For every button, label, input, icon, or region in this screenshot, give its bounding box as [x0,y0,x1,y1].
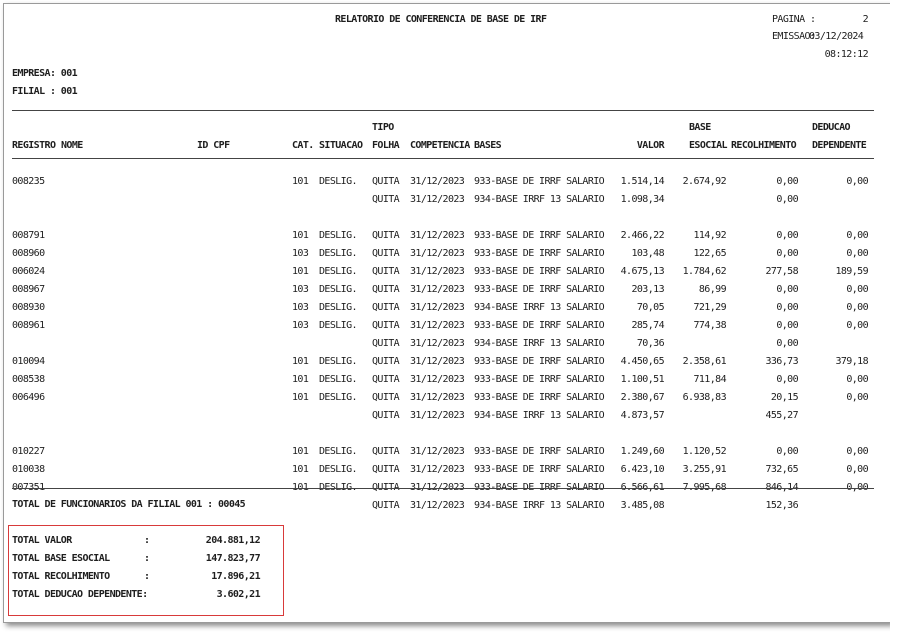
cell-cat: 101 [292,464,309,475]
cell-situacao: DESLIG. [319,176,357,187]
cell-tipo: QUITA [372,356,400,367]
total-label: TOTAL RECOLHIMENTO [12,571,110,582]
cell-recolhimento: 0,00 [776,284,798,295]
cell-competencia: 31/12/2023 [410,230,465,241]
cell-bases: 933-BASE DE IRRF SALARIO [474,266,605,277]
cell-competencia: 31/12/2023 [410,176,465,187]
cell-deducao: 0,00 [846,230,868,241]
cell-situacao: DESLIG. [319,356,357,367]
cell-bases: 934-BASE IRRF 13 SALARIO [474,500,605,511]
cell-deducao: 0,00 [846,176,868,187]
cell-valor: 70,05 [636,302,664,313]
cell-registro: 008791 [12,230,45,241]
cell-tipo: QUITA [372,500,400,511]
col-tipo: TIPO [372,122,394,133]
cell-tipo: QUITA [372,464,400,475]
cell-cat: 101 [292,176,309,187]
cell-situacao: DESLIG. [319,446,357,457]
cell-valor: 203,13 [631,284,664,295]
col-nome: NOME [61,140,83,151]
cell-valor: 2.380,67 [620,392,664,403]
total-label: TOTAL DEDUCAO DEPENDENTE: [12,589,148,600]
cell-tipo: QUITA [372,374,400,385]
cell-competencia: 31/12/2023 [410,410,465,421]
cell-valor: 2.466,22 [620,230,664,241]
cell-tipo: QUITA [372,248,400,259]
cell-registro: 007351 [12,482,45,493]
cell-base-esocial: 114,92 [693,230,726,241]
cell-situacao: DESLIG. [319,464,357,475]
header-bottom-rule [12,158,874,159]
cell-tipo: QUITA [372,284,400,295]
total-separator: : [144,535,150,546]
cell-competencia: 31/12/2023 [410,248,465,259]
cell-situacao: DESLIG. [319,482,357,493]
cell-tipo: QUITA [372,320,400,331]
cell-bases: 933-BASE DE IRRF SALARIO [474,374,605,385]
cell-base-esocial: 1.784,62 [682,266,726,277]
cell-base-esocial: 721,29 [693,302,726,313]
cell-bases: 934-BASE IRRF 13 SALARIO [474,302,605,313]
cell-recolhimento: 336,73 [765,356,798,367]
cell-competencia: 31/12/2023 [410,302,465,313]
cell-bases: 933-BASE DE IRRF SALARIO [474,176,605,187]
cell-cat: 103 [292,284,309,295]
report-title: RELATORIO DE CONFERENCIA DE BASE DE IRF [335,14,547,25]
cell-situacao: DESLIG. [319,302,357,313]
cell-deducao: 0,00 [846,248,868,259]
col-valor: VALOR [636,140,664,151]
cell-bases: 933-BASE DE IRRF SALARIO [474,446,605,457]
cell-competencia: 31/12/2023 [410,464,465,475]
cell-deducao: 0,00 [846,482,868,493]
cell-base-esocial: 86,99 [698,284,726,295]
cell-competencia: 31/12/2023 [410,266,465,277]
col-competencia: COMPETENCIA [410,140,470,151]
cell-competencia: 31/12/2023 [410,374,465,385]
cell-cat: 103 [292,248,309,259]
cell-bases: 934-BASE IRRF 13 SALARIO [474,194,605,205]
cell-recolhimento: 20,15 [770,392,798,403]
col-folha: FOLHA [372,140,400,151]
emission-date: 03/12/2024 [809,31,864,42]
cell-deducao: 0,00 [846,392,868,403]
cell-tipo: QUITA [372,482,400,493]
cell-cat: 103 [292,302,309,313]
cell-cat: 101 [292,392,309,403]
cell-bases: 933-BASE DE IRRF SALARIO [474,230,605,241]
filial-label: FILIAL : 001 [12,86,78,97]
cell-competencia: 31/12/2023 [410,482,465,493]
total-separator: : [144,571,150,582]
header-top-rule [12,110,874,111]
cell-tipo: QUITA [372,266,400,277]
cell-base-esocial: 2.674,92 [682,176,726,187]
cell-situacao: DESLIG. [319,266,357,277]
cell-deducao: 0,00 [846,320,868,331]
emission-time: 08:12:12 [824,49,868,60]
cell-bases: 933-BASE DE IRRF SALARIO [474,284,605,295]
cell-bases: 933-BASE DE IRRF SALARIO [474,464,605,475]
cell-tipo: QUITA [372,446,400,457]
cell-situacao: DESLIG. [319,230,357,241]
cell-recolhimento: 0,00 [776,338,798,349]
cell-registro: 010094 [12,356,45,367]
cell-deducao: 379,18 [835,356,868,367]
emission-label: EMISSAO: [772,31,816,42]
cell-cat: 101 [292,374,309,385]
cell-recolhimento: 0,00 [776,446,798,457]
col-recolhimento: RECOLHIMENTO [731,140,797,151]
cell-valor: 103,48 [631,248,664,259]
cell-recolhimento: 0,00 [776,176,798,187]
cell-situacao: DESLIG. [319,374,357,385]
total-label: TOTAL BASE ESOCIAL [12,553,110,564]
cell-valor: 285,74 [631,320,664,331]
col-bases: BASES [474,140,502,151]
total-value: 3.602,21 [216,589,260,600]
body-bottom-rule [12,488,874,489]
cell-recolhimento: 152,36 [765,500,798,511]
cell-bases: 933-BASE DE IRRF SALARIO [474,248,605,259]
cell-recolhimento: 0,00 [776,302,798,313]
col-id-cpf: ID CPF [197,140,230,151]
cell-valor: 4.873,57 [620,410,664,421]
cell-recolhimento: 0,00 [776,374,798,385]
cell-base-esocial: 7.995,68 [682,482,726,493]
cell-competencia: 31/12/2023 [410,446,465,457]
col-situacao: SITUACAO [319,140,363,151]
cell-deducao: 0,00 [846,464,868,475]
cell-recolhimento: 455,27 [765,410,798,421]
cell-bases: 934-BASE IRRF 13 SALARIO [474,410,605,421]
cell-recolhimento: 0,00 [776,194,798,205]
cell-tipo: QUITA [372,176,400,187]
cell-competencia: 31/12/2023 [410,338,465,349]
col-cat: CAT. [292,140,314,151]
col-esocial: ESOCIAL [689,140,727,151]
cell-competencia: 31/12/2023 [410,500,465,511]
cell-cat: 101 [292,356,309,367]
cell-situacao: DESLIG. [319,392,357,403]
col-registro: REGISTRO [12,140,56,151]
cell-tipo: QUITA [372,230,400,241]
cell-cat: 101 [292,446,309,457]
cell-cat: 101 [292,482,309,493]
cell-recolhimento: 0,00 [776,248,798,259]
cell-registro: 010227 [12,446,45,457]
col-dependente: DEPENDENTE [812,140,867,151]
cell-base-esocial: 774,38 [693,320,726,331]
cell-deducao: 0,00 [846,374,868,385]
cell-valor: 70,36 [636,338,664,349]
cell-valor: 1.098,34 [620,194,664,205]
col-deducao-top: DEDUCAO [812,122,850,133]
total-separator: : [144,553,150,564]
cell-valor: 3.485,08 [620,500,664,511]
cell-cat: 101 [292,230,309,241]
col-base-top: BASE [689,122,711,133]
cell-situacao: DESLIG. [319,284,357,295]
report-page [3,3,891,623]
cell-registro: 008967 [12,284,45,295]
cell-situacao: DESLIG. [319,248,357,259]
cell-valor: 4.675,13 [620,266,664,277]
cell-deducao: 189,59 [835,266,868,277]
cell-bases: 933-BASE DE IRRF SALARIO [474,392,605,403]
cell-registro: 008960 [12,248,45,259]
cell-registro: 006496 [12,392,45,403]
cell-base-esocial: 3.255,91 [682,464,726,475]
page-margin [890,0,905,633]
cell-situacao: DESLIG. [319,320,357,331]
cell-deducao: 0,00 [846,446,868,457]
cell-tipo: QUITA [372,410,400,421]
cell-cat: 103 [292,320,309,331]
cell-registro: 008538 [12,374,45,385]
cell-competencia: 31/12/2023 [410,392,465,403]
cell-valor: 6.566,61 [620,482,664,493]
cell-recolhimento: 732,65 [765,464,798,475]
cell-recolhimento: 0,00 [776,230,798,241]
cell-valor: 1.249,60 [620,446,664,457]
cell-valor: 6.423,10 [620,464,664,475]
cell-bases: 933-BASE DE IRRF SALARIO [474,356,605,367]
cell-base-esocial: 2.358,61 [682,356,726,367]
total-funcionarios: TOTAL DE FUNCIONARIOS DA FILIAL 001 : 00045 [12,499,246,510]
cell-cat: 101 [292,266,309,277]
cell-registro: 008235 [12,176,45,187]
cell-tipo: QUITA [372,302,400,313]
cell-bases: 934-BASE IRRF 13 SALARIO [474,338,605,349]
cell-registro: 008930 [12,302,45,313]
cell-base-esocial: 711,84 [693,374,726,385]
cell-bases: 933-BASE DE IRRF SALARIO [474,320,605,331]
cell-competencia: 31/12/2023 [410,356,465,367]
cell-base-esocial: 122,65 [693,248,726,259]
cell-base-esocial: 1.120,52 [682,446,726,457]
cell-valor: 1.100,51 [620,374,664,385]
cell-competencia: 31/12/2023 [410,320,465,331]
total-value: 17.896,21 [211,571,260,582]
cell-deducao: 0,00 [846,302,868,313]
cell-competencia: 31/12/2023 [410,194,465,205]
cell-valor: 1.514,14 [620,176,664,187]
page-label: PAGINA : [772,14,816,25]
cell-recolhimento: 277,58 [765,266,798,277]
cell-deducao: 0,00 [846,284,868,295]
cell-registro: 006024 [12,266,45,277]
cell-tipo: QUITA [372,392,400,403]
cell-recolhimento: 0,00 [776,320,798,331]
cell-base-esocial: 6.938,83 [682,392,726,403]
cell-tipo: QUITA [372,194,400,205]
cell-tipo: QUITA [372,338,400,349]
total-label: TOTAL VALOR [12,535,72,546]
cell-registro: 010038 [12,464,45,475]
cell-registro: 008961 [12,320,45,331]
cell-valor: 4.450,65 [620,356,664,367]
total-value: 204.881,12 [205,535,260,546]
empresa-label: EMPRESA: 001 [12,68,78,79]
total-value: 147.823,77 [205,553,260,564]
page-number: 2 [862,14,868,25]
cell-bases: 933-BASE DE IRRF SALARIO [474,482,605,493]
cell-recolhimento: 846,14 [765,482,798,493]
cell-competencia: 31/12/2023 [410,284,465,295]
